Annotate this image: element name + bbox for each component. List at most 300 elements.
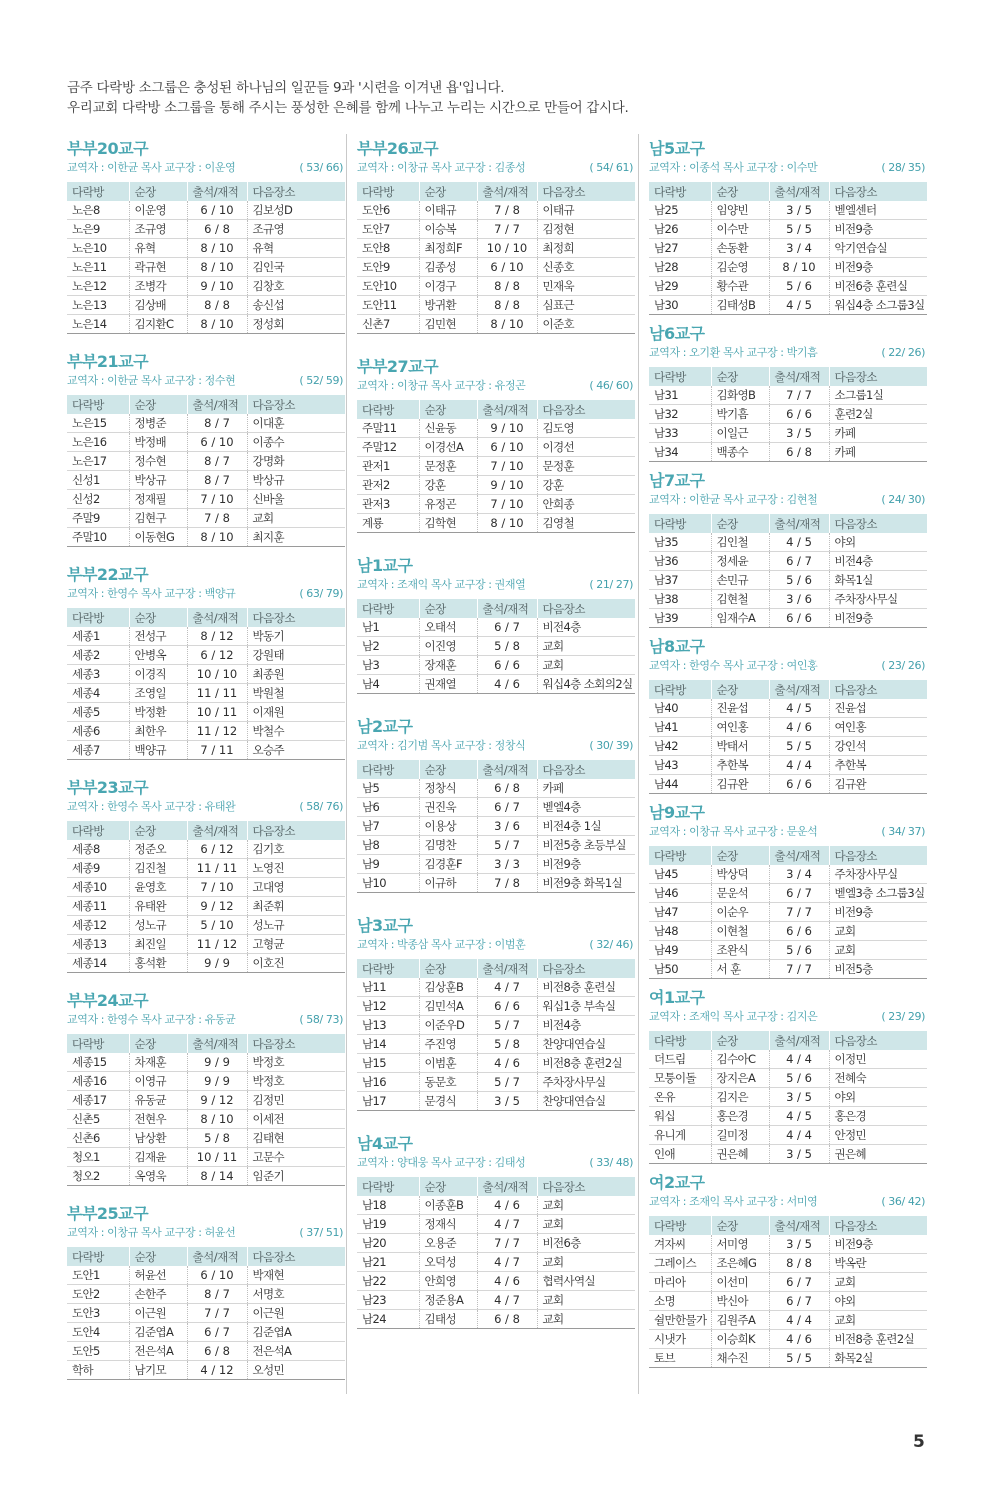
table-row: [357, 476, 635, 495]
table-row: [649, 201, 927, 220]
cell-attendance: 4 / 6: [477, 675, 537, 694]
table-row: [357, 1073, 635, 1092]
cell-attendance: 4 / 7: [477, 978, 537, 997]
cell-next-place: 여인홍: [829, 718, 927, 737]
table-row: [357, 315, 635, 334]
group-block: [357, 915, 635, 1111]
table-row: [649, 1145, 927, 1164]
group-attendance-count: ( 22/ 26): [881, 346, 925, 359]
cell-attendance: 8 / 8: [769, 1254, 829, 1273]
cell-darakbang: 남45: [649, 865, 711, 884]
cell-next-place: 비전9층: [829, 609, 927, 628]
header-next-place: 다음장소: [247, 182, 345, 201]
cell-next-place: 교회: [537, 1291, 635, 1310]
cell-darakbang: 세종11: [67, 897, 129, 916]
header-darakbang: 다락방: [67, 608, 129, 627]
cell-attendance: 4 / 7: [477, 1291, 537, 1310]
table-row: [649, 386, 927, 405]
group-attendance-count: ( 34/ 37): [881, 825, 925, 838]
cell-leader: 박상규: [129, 471, 187, 490]
cell-leader: 김태성B: [711, 296, 769, 315]
group-attendance-count: ( 53/ 66): [299, 161, 343, 174]
cell-next-place: 박정호: [247, 1072, 345, 1091]
cell-leader: 박기흠: [711, 405, 769, 424]
cell-next-place: 찬양대연습실: [537, 1035, 635, 1054]
group-attendance-count: ( 52/ 59): [299, 374, 343, 387]
table-row: [649, 1292, 927, 1311]
table-row: [357, 457, 635, 476]
cell-leader: 김인철: [711, 533, 769, 552]
group-table: [649, 367, 927, 462]
table-row: [67, 859, 345, 878]
cell-next-place: 카페: [829, 443, 927, 462]
cell-attendance: 8 / 10: [187, 239, 247, 258]
header-next-place: 다음장소: [537, 182, 635, 201]
cell-attendance: 8 / 10: [769, 258, 829, 277]
group-attendance-count: ( 58/ 73): [299, 1013, 343, 1026]
group-info: [67, 373, 345, 389]
cell-leader: 유혁: [129, 239, 187, 258]
cell-leader: 김민현: [419, 315, 477, 334]
header-darakbang: 다락방: [67, 395, 129, 414]
group-title: 남7교구: [649, 471, 705, 490]
cell-attendance: 3 / 5: [769, 424, 829, 443]
column-divider: [346, 134, 347, 1394]
cell-next-place: 비전9층: [829, 258, 927, 277]
cell-next-place: 최지훈: [247, 528, 345, 547]
group-info: [67, 799, 345, 815]
cell-next-place: 성노규: [247, 916, 345, 935]
table-row: [649, 699, 927, 718]
table-row: [67, 471, 345, 490]
table-row: [357, 296, 635, 315]
cell-leader: 임재수A: [711, 609, 769, 628]
cell-next-place: 비전4층: [537, 1016, 635, 1035]
cell-leader: 추한복: [711, 756, 769, 775]
table-row: [649, 296, 927, 315]
cell-darakbang: 세종3: [67, 665, 129, 684]
table-row: [357, 258, 635, 277]
cell-darakbang: 겨자씨: [649, 1235, 711, 1254]
cell-attendance: 4 / 7: [477, 1253, 537, 1272]
cell-leader: 안병옥: [129, 646, 187, 665]
cell-attendance: 6 / 8: [187, 1342, 247, 1361]
group-block: [67, 777, 345, 973]
cell-darakbang: 신성2: [67, 490, 129, 509]
cell-leader: 이영규: [129, 1072, 187, 1091]
cell-darakbang: 남38: [649, 590, 711, 609]
cell-attendance: 8 / 8: [477, 277, 537, 296]
table-row: [649, 903, 927, 922]
cell-darakbang: 워십: [649, 1107, 711, 1126]
cell-next-place: 비전9층: [537, 855, 635, 874]
cell-next-place: 비전6층: [537, 1234, 635, 1253]
cell-leader: 정재식: [419, 1215, 477, 1234]
cell-leader: 이경구: [419, 277, 477, 296]
cell-darakbang: 모퉁이돌: [649, 1069, 711, 1088]
cell-darakbang: 세종16: [67, 1072, 129, 1091]
table-row: [67, 433, 345, 452]
cell-attendance: 5 / 7: [477, 1016, 537, 1035]
table-row: [649, 1330, 927, 1349]
cell-next-place: 비전8층 훈련2실: [829, 1330, 927, 1349]
table-row: [357, 855, 635, 874]
cell-attendance: 4 / 4: [769, 1050, 829, 1069]
cell-darakbang: 남3: [357, 656, 419, 675]
cell-next-place: 교회: [247, 509, 345, 528]
header-next-place: 다음장소: [829, 182, 927, 201]
cell-leader: 김준엽A: [129, 1323, 187, 1342]
group-table: [357, 959, 635, 1111]
cell-darakbang: 세종10: [67, 878, 129, 897]
table-row: [649, 1126, 927, 1145]
cell-darakbang: 남10: [357, 874, 419, 893]
cell-leader: 임양빈: [711, 201, 769, 220]
cell-leader: 유동균: [129, 1091, 187, 1110]
cell-darakbang: 도안5: [67, 1342, 129, 1361]
cell-leader: 정병준: [129, 414, 187, 433]
intro-line-2: 우리교회 다락방 소그룹을 통해 주시는 풍성한 은혜를 함께 나누고 누리는 시간으로 만들어 갑시다.: [67, 100, 629, 116]
cell-attendance: 8 / 8: [187, 296, 247, 315]
cell-attendance: 3 / 5: [769, 1145, 829, 1164]
cell-leader: 윤영호: [129, 878, 187, 897]
header-next-place: 다음장소: [537, 599, 635, 618]
intro-line-1: 금주 다락방 소그룹은 충성된 하나님의 일꾼들 9과 '시련을 이겨낸 욥'입니다.: [67, 80, 505, 96]
table-row: [357, 978, 635, 997]
table-row: [67, 1110, 345, 1129]
group-title: 남3교구: [357, 916, 413, 935]
header-attendance: 출석/재적: [187, 821, 247, 840]
cell-attendance: 4 / 5: [769, 296, 829, 315]
table-row: [649, 756, 927, 775]
header-darakbang: 다락방: [649, 367, 711, 386]
cell-next-place: 최종원: [247, 665, 345, 684]
cell-attendance: 10 / 10: [477, 239, 537, 258]
table-row: [649, 1273, 927, 1292]
cell-leader: 정세윤: [711, 552, 769, 571]
cell-darakbang: 관저1: [357, 457, 419, 476]
cell-leader: 김지환C: [129, 315, 187, 334]
cell-next-place: 이태규: [537, 201, 635, 220]
cell-darakbang: 청오2: [67, 1167, 129, 1186]
table-row: [67, 703, 345, 722]
table-row: [649, 277, 927, 296]
table-row: [357, 1196, 635, 1215]
group-info: [67, 1012, 345, 1028]
cell-attendance: 6 / 6: [477, 656, 537, 675]
cell-leader: 허윤선: [129, 1266, 187, 1285]
cell-darakbang: 도안3: [67, 1304, 129, 1323]
cell-darakbang: 남31: [649, 386, 711, 405]
cell-leader: 손민규: [711, 571, 769, 590]
cell-attendance: 5 / 6: [769, 941, 829, 960]
cell-attendance: 6 / 7: [769, 1273, 829, 1292]
cell-next-place: 강명화: [247, 452, 345, 471]
cell-next-place: 이경선: [537, 438, 635, 457]
cell-attendance: 9 / 10: [477, 419, 537, 438]
cell-leader: 최진일: [129, 935, 187, 954]
cell-attendance: 5 / 7: [477, 836, 537, 855]
table-row: [67, 258, 345, 277]
cell-darakbang: 유니게: [649, 1126, 711, 1145]
group-attendance-count: ( 63/ 79): [299, 587, 343, 600]
header-leader: 순장: [419, 182, 477, 201]
cell-attendance: 8 / 12: [187, 627, 247, 646]
cell-next-place: 안희종: [537, 495, 635, 514]
cell-next-place: 벧엘4층: [537, 798, 635, 817]
group-leaders: 교역자 : 한영수 목사 교구장 : 유태완: [67, 800, 236, 813]
table-row: [357, 656, 635, 675]
group-leaders: 교역자 : 이창규 목사 교구장 : 유정곤: [357, 379, 526, 392]
cell-darakbang: 남6: [357, 798, 419, 817]
table-row: [649, 1050, 927, 1069]
cell-attendance: 6 / 10: [477, 258, 537, 277]
cell-attendance: 7 / 10: [477, 457, 537, 476]
group-title: 남2교구: [357, 717, 413, 736]
cell-next-place: 악기연습실: [829, 239, 927, 258]
header-next-place: 다음장소: [247, 608, 345, 627]
cell-next-place: 김규완: [829, 775, 927, 794]
group-block: [649, 138, 927, 315]
table-row: [67, 1285, 345, 1304]
cell-attendance: 9 / 9: [187, 1072, 247, 1091]
table-row: [67, 722, 345, 741]
header-darakbang: 다락방: [357, 760, 419, 779]
table-row: [67, 414, 345, 433]
table-row: [67, 315, 345, 334]
cell-leader: 김현철: [711, 590, 769, 609]
cell-next-place: 비전4층 1실: [537, 817, 635, 836]
cell-attendance: 6 / 10: [187, 201, 247, 220]
cell-darakbang: 인애: [649, 1145, 711, 1164]
cell-darakbang: 세종5: [67, 703, 129, 722]
cell-darakbang: 노은8: [67, 201, 129, 220]
table-row: [67, 1072, 345, 1091]
cell-darakbang: 남50: [649, 960, 711, 979]
cell-next-place: 최정희: [537, 239, 635, 258]
cell-darakbang: 주말11: [357, 419, 419, 438]
cell-next-place: 권은혜: [829, 1145, 927, 1164]
cell-attendance: 3 / 4: [769, 239, 829, 258]
cell-darakbang: 남23: [357, 1291, 419, 1310]
cell-next-place: 이근원: [247, 1304, 345, 1323]
table-row: [67, 239, 345, 258]
group-attendance-count: ( 33/ 48): [589, 1156, 633, 1169]
cell-attendance: 8 / 10: [187, 528, 247, 547]
table-row: [357, 618, 635, 637]
cell-attendance: 7 / 8: [477, 874, 537, 893]
cell-darakbang: 남44: [649, 775, 711, 794]
group-info: [649, 824, 927, 840]
group-info: [67, 586, 345, 602]
header-attendance: 출석/재적: [769, 367, 829, 386]
cell-attendance: 4 / 12: [187, 1361, 247, 1380]
cell-attendance: 4 / 4: [769, 1126, 829, 1145]
cell-attendance: 6 / 7: [477, 618, 537, 637]
cell-darakbang: 도안9: [357, 258, 419, 277]
cell-next-place: 박원철: [247, 684, 345, 703]
group-block: [357, 1133, 635, 1329]
cell-leader: 조병각: [129, 277, 187, 296]
group-table: [649, 514, 927, 628]
cell-next-place: 비전4층: [829, 552, 927, 571]
group-table: [67, 395, 345, 547]
table-row: [67, 840, 345, 859]
table-row: [67, 1053, 345, 1072]
group-table: [357, 182, 635, 334]
cell-attendance: 7 / 8: [187, 509, 247, 528]
cell-darakbang: 신성1: [67, 471, 129, 490]
cell-attendance: 3 / 3: [477, 855, 537, 874]
cell-darakbang: 남9: [357, 855, 419, 874]
group-block: [649, 636, 927, 794]
group-info: [357, 1155, 635, 1171]
cell-darakbang: 노은17: [67, 452, 129, 471]
cell-attendance: 3 / 4: [769, 865, 829, 884]
cell-leader: 홍석환: [129, 954, 187, 973]
cell-leader: 강훈: [419, 476, 477, 495]
header-darakbang: 다락방: [357, 959, 419, 978]
group-leaders: 교역자 : 조재익 목사 교구장 : 김지은: [649, 1010, 818, 1023]
cell-leader: 백종수: [711, 443, 769, 462]
cell-darakbang: 노은15: [67, 414, 129, 433]
table-row: [67, 741, 345, 760]
cell-leader: 문운석: [711, 884, 769, 903]
cell-attendance: 5 / 10: [187, 916, 247, 935]
header-leader: 순장: [711, 1031, 769, 1050]
group-title: 부부25교구: [67, 1204, 149, 1223]
cell-next-place: 야외: [829, 1292, 927, 1311]
cell-attendance: 9 / 12: [187, 1091, 247, 1110]
cell-next-place: 심표근: [537, 296, 635, 315]
cell-darakbang: 세종4: [67, 684, 129, 703]
cell-leader: 박신아: [711, 1292, 769, 1311]
header-darakbang: 다락방: [649, 182, 711, 201]
table-row: [67, 1304, 345, 1323]
cell-next-place: 전은석A: [247, 1342, 345, 1361]
cell-darakbang: 남14: [357, 1035, 419, 1054]
header-attendance: 출석/재적: [769, 846, 829, 865]
header-darakbang: 다락방: [649, 846, 711, 865]
table-row: [357, 779, 635, 798]
cell-darakbang: 그레이스: [649, 1254, 711, 1273]
group-info: [649, 1194, 927, 1210]
cell-darakbang: 도안8: [357, 239, 419, 258]
cell-next-place: 이대훈: [247, 414, 345, 433]
cell-attendance: 8 / 10: [187, 258, 247, 277]
group-title: 부부24교구: [67, 991, 149, 1010]
group-attendance-count: ( 28/ 35): [881, 161, 925, 174]
cell-next-place: 조규영: [247, 220, 345, 239]
table-row: [67, 296, 345, 315]
group-attendance-count: ( 32/ 46): [589, 938, 633, 951]
header-darakbang: 다락방: [67, 1247, 129, 1266]
cell-darakbang: 주말10: [67, 528, 129, 547]
header-attendance: 출석/재적: [769, 1216, 829, 1235]
cell-leader: 이경선A: [419, 438, 477, 457]
cell-next-place: 강원태: [247, 646, 345, 665]
header-leader: 순장: [419, 959, 477, 978]
cell-darakbang: 남27: [649, 239, 711, 258]
header-attendance: 출석/재적: [477, 959, 537, 978]
cell-next-place: 워십1층 부속실: [537, 997, 635, 1016]
cell-next-place: 벧엘3층 소그룹3실: [829, 884, 927, 903]
cell-darakbang: 세종17: [67, 1091, 129, 1110]
cell-next-place: 비전6층 훈련실: [829, 277, 927, 296]
cell-leader: 최한우: [129, 722, 187, 741]
table-row: [67, 452, 345, 471]
cell-darakbang: 노은16: [67, 433, 129, 452]
table-row: [67, 220, 345, 239]
cell-leader: 홍은경: [711, 1107, 769, 1126]
group-info: [357, 577, 635, 593]
table-row: [357, 438, 635, 457]
cell-darakbang: 세종8: [67, 840, 129, 859]
cell-attendance: 3 / 5: [769, 1235, 829, 1254]
header-leader: 순장: [129, 1034, 187, 1053]
cell-leader: 이일근: [711, 424, 769, 443]
cell-next-place: 박철수: [247, 722, 345, 741]
cell-attendance: 8 / 10: [187, 315, 247, 334]
cell-next-place: 비전5층 초등부실: [537, 836, 635, 855]
cell-next-place: 김정민: [247, 1091, 345, 1110]
cell-attendance: 5 / 6: [769, 277, 829, 296]
cell-next-place: 신바울: [247, 490, 345, 509]
header-leader: 순장: [711, 1216, 769, 1235]
table-row: [357, 817, 635, 836]
table-row: [357, 495, 635, 514]
cell-attendance: 10 / 11: [187, 703, 247, 722]
table-row: [67, 1129, 345, 1148]
cell-leader: 황수관: [711, 277, 769, 296]
cell-attendance: 4 / 6: [477, 1054, 537, 1073]
cell-next-place: 고대영: [247, 878, 345, 897]
table-row: [649, 884, 927, 903]
cell-darakbang: 남21: [357, 1253, 419, 1272]
group-table: [357, 1177, 635, 1329]
group-leaders: 교역자 : 오기환 목사 교구장 : 박기흠: [649, 346, 818, 359]
cell-attendance: 6 / 10: [187, 433, 247, 452]
cell-leader: 김경훈F: [419, 855, 477, 874]
cell-leader: 김재윤: [129, 1148, 187, 1167]
group-leaders: 교역자 : 이창규 목사 교구장 : 허윤선: [67, 1226, 236, 1239]
cell-next-place: 박정호: [247, 1053, 345, 1072]
cell-attendance: 4 / 4: [769, 756, 829, 775]
cell-next-place: 박동기: [247, 627, 345, 646]
cell-next-place: 비전9층: [829, 220, 927, 239]
group-title: 남9교구: [649, 803, 705, 822]
cell-next-place: 민재욱: [537, 277, 635, 296]
intro-text: [67, 78, 947, 118]
cell-attendance: 7 / 7: [769, 903, 829, 922]
cell-darakbang: 주말12: [357, 438, 419, 457]
cell-darakbang: 노은12: [67, 277, 129, 296]
table-row: [357, 1016, 635, 1035]
group-title: 부부21교구: [67, 352, 149, 371]
cell-attendance: 7 / 8: [477, 201, 537, 220]
table-row: [357, 1272, 635, 1291]
group-attendance-count: ( 54/ 61): [589, 161, 633, 174]
cell-leader: 조영일: [129, 684, 187, 703]
cell-next-place: 워십4층 소회의2실: [537, 675, 635, 694]
cell-attendance: 6 / 7: [769, 1292, 829, 1311]
header-next-place: 다음장소: [537, 760, 635, 779]
cell-next-place: 카페: [829, 424, 927, 443]
cell-leader: 권은혜: [711, 1145, 769, 1164]
cell-next-place: 교회: [829, 1311, 927, 1330]
cell-next-place: 전혜숙: [829, 1069, 927, 1088]
cell-attendance: 9 / 9: [187, 954, 247, 973]
